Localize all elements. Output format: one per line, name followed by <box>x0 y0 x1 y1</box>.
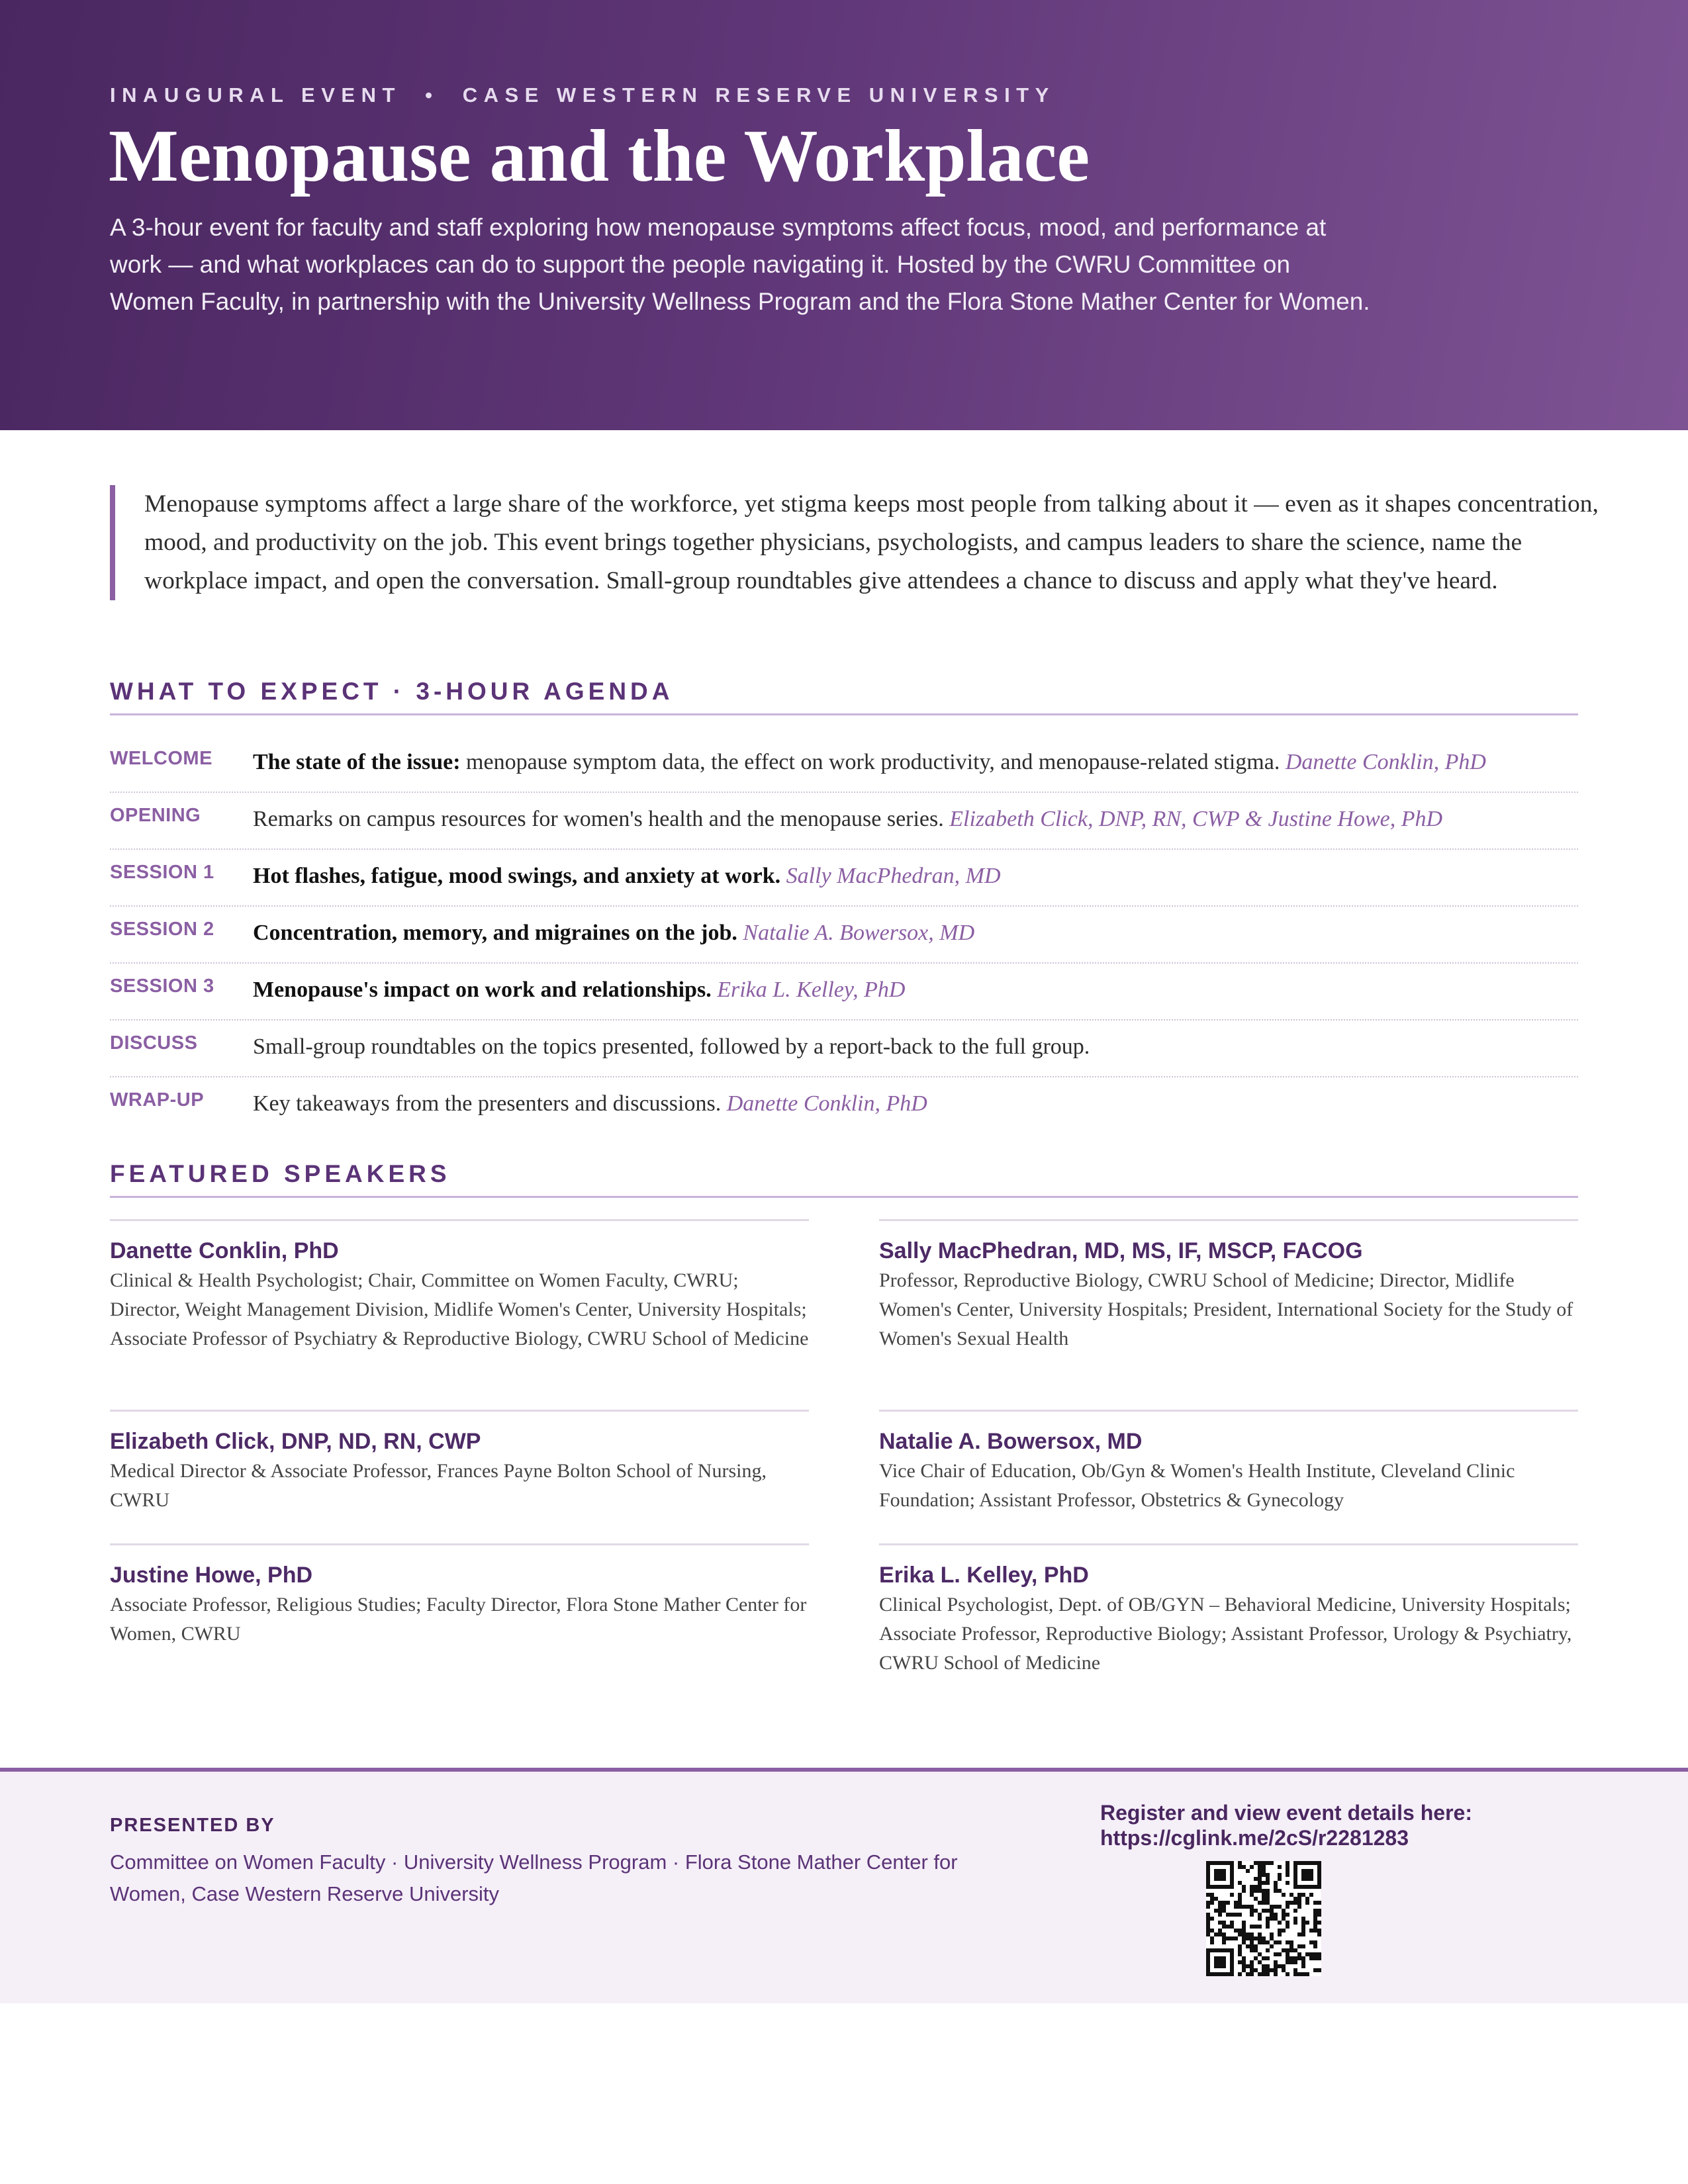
intro-callout <box>110 485 1601 600</box>
agenda-text: menopause symptom data, the effect on work productivity, and menopause-related stigma. <box>460 750 1286 774</box>
agenda-row <box>110 793 1578 850</box>
event-subtitle: A 3-hour event for faculty and staff exploring how menopause symptoms affect focus, mood, and performance at work — and what workplaces can do to support the people navigating it. Hosted by the CWRU Committee on Women Faculty, in partnership with the University Wellness Program and the Flora Stone Mather Center for Women. <box>110 214 1370 315</box>
speaker-name: Justine Howe, PhD <box>110 1563 313 1588</box>
agenda-speaker: Sally MacPhedran, MD <box>786 864 1001 888</box>
speaker-name: Elizabeth Click, DNP, ND, RN, CWP <box>110 1429 481 1454</box>
speaker-card <box>110 1543 809 1649</box>
speaker-card <box>110 1219 809 1353</box>
speaker-name: Danette Conklin, PhD <box>110 1238 339 1263</box>
agenda-text <box>780 864 786 888</box>
agenda-text: Remarks on campus resources for women's health and the menopause series. <box>253 807 950 831</box>
speaker-card <box>879 1219 1578 1353</box>
agenda-speaker: Danette Conklin, PhD <box>1285 750 1486 774</box>
agenda-tag: DISCUSS <box>110 1032 198 1054</box>
agenda-tag: SESSION 1 <box>110 862 214 883</box>
speaker-name: Sally MacPhedran, MD, MS, IF, MSCP, FACOG <box>879 1238 1363 1263</box>
speaker-role: Medical Director & Associate Professor, Frances Payne Bolton School of Nursing, CWRU <box>110 1460 767 1511</box>
agenda-tag: OPENING <box>110 805 201 826</box>
event-eyebrow: INAUGURAL EVENT • CASE WESTERN RESERVE UNIVERSITY <box>110 83 1055 107</box>
agenda-lead: Concentration, memory, and migraines on the job. <box>253 921 737 945</box>
speaker-card <box>110 1410 809 1515</box>
agenda-description <box>253 919 1577 948</box>
register-link[interactable]: https://cglink.me/2cS/r2281283 <box>1100 1826 1409 1850</box>
agenda-row <box>110 736 1578 793</box>
agenda-text <box>712 978 718 1002</box>
speaker-role: Professor, Reproductive Biology, CWRU School of Medicine; Director, Midlife Women's Center, University Hospitals; President, International Society for the Study of Women's Sexual Health <box>879 1269 1573 1349</box>
agenda-description <box>253 748 1577 777</box>
speaker-card <box>879 1410 1578 1515</box>
agenda-text: Small-group roundtables on the topics presented, followed by a report-back to the full group. <box>253 1034 1090 1059</box>
agenda-row <box>110 1021 1578 1077</box>
speakers-heading: FEATURED SPEAKERS <box>110 1160 1578 1198</box>
qr-code-graphic <box>1206 1861 1321 1976</box>
agenda-description <box>253 976 1577 1005</box>
agenda-tag: SESSION 2 <box>110 919 214 940</box>
presented-by-label: PRESENTED BY <box>110 1815 275 1836</box>
speaker-role: Clinical & Health Psychologist; Chair, Committee on Women Faculty, CWRU; Director, Weight Management Division, Midlife Women's Center, University Hospitals; Associate Professor of Psychiatry & Reproductive Biology, CWRU School of Medicine <box>110 1269 809 1349</box>
page-title: Menopause and the Workplace <box>109 115 1090 197</box>
agenda-lead: Menopause's impact on work and relationships. <box>253 978 712 1002</box>
presented-by-text: Committee on Women Faculty · University Wellness Program · Flora Stone Mather Center for Women, Case Western Reserve University <box>110 1850 958 1905</box>
agenda-lead: The state of the issue: <box>253 750 461 774</box>
agenda-row <box>110 1077 1578 1133</box>
agenda-lead: Hot flashes, fatigue, mood swings, and anxiety at work. <box>253 864 781 888</box>
agenda-heading: WHAT TO EXPECT · 3-HOUR AGENDA <box>110 678 1578 715</box>
speaker-name: Erika L. Kelley, PhD <box>879 1563 1089 1588</box>
agenda-description <box>253 1032 1577 1062</box>
agenda-description <box>253 862 1577 891</box>
agenda-list <box>110 736 1578 1133</box>
agenda-tag: WRAP-UP <box>110 1089 205 1111</box>
qr-code-icon[interactable] <box>1206 1861 1321 1976</box>
agenda-text: Key takeaways from the presenters and discussions. <box>253 1091 727 1116</box>
agenda-speaker: Danette Conklin, PhD <box>726 1091 927 1116</box>
header-banner <box>0 0 1688 430</box>
agenda-speaker: Natalie A. Bowersox, MD <box>743 921 975 945</box>
agenda-description <box>253 1089 1577 1118</box>
agenda-speaker: Elizabeth Click, DNP, RN, CWP & Justine Howe, PhD <box>949 807 1443 831</box>
speaker-card <box>879 1543 1578 1678</box>
register-block[interactable] <box>1100 1800 1564 1850</box>
speaker-role: Clinical Psychologist, Dept. of OB/GYN – Behavioral Medicine, University Hospitals; Associate Professor, Reproductive Biology; Assistant Professor, Urology & Psychiatry, CWRU School of Medicine <box>879 1594 1572 1674</box>
speaker-role: Associate Professor, Religious Studies; Faculty Director, Flora Stone Mather Center for Women, CWRU <box>110 1594 807 1645</box>
agenda-description <box>253 805 1577 834</box>
speaker-role: Vice Chair of Education, Ob/Gyn & Women's Health Institute, Cleveland Clinic Foundation; Assistant Professor, Obstetrics & Gynecology <box>879 1460 1515 1511</box>
register-label: Register and view event details here: <box>1100 1801 1472 1825</box>
agenda-tag: WELCOME <box>110 748 212 769</box>
agenda-tag: SESSION 3 <box>110 976 214 997</box>
agenda-row <box>110 964 1578 1021</box>
speaker-name: Natalie A. Bowersox, MD <box>879 1429 1143 1454</box>
intro-text: Menopause symptoms affect a large share of the workforce, yet stigma keeps most people from talking about it — even as it shapes concentration, mood, and productivity on the job. This event brings together physicians, psychologists, and campus leaders to share the science, name the workplace impact, and open the conversation. Small-group roundtables give attendees a chance to discuss and apply what they've heard. <box>144 490 1599 594</box>
agenda-row <box>110 907 1578 964</box>
agenda-speaker: Erika L. Kelley, PhD <box>717 978 906 1002</box>
agenda-row <box>110 850 1578 907</box>
